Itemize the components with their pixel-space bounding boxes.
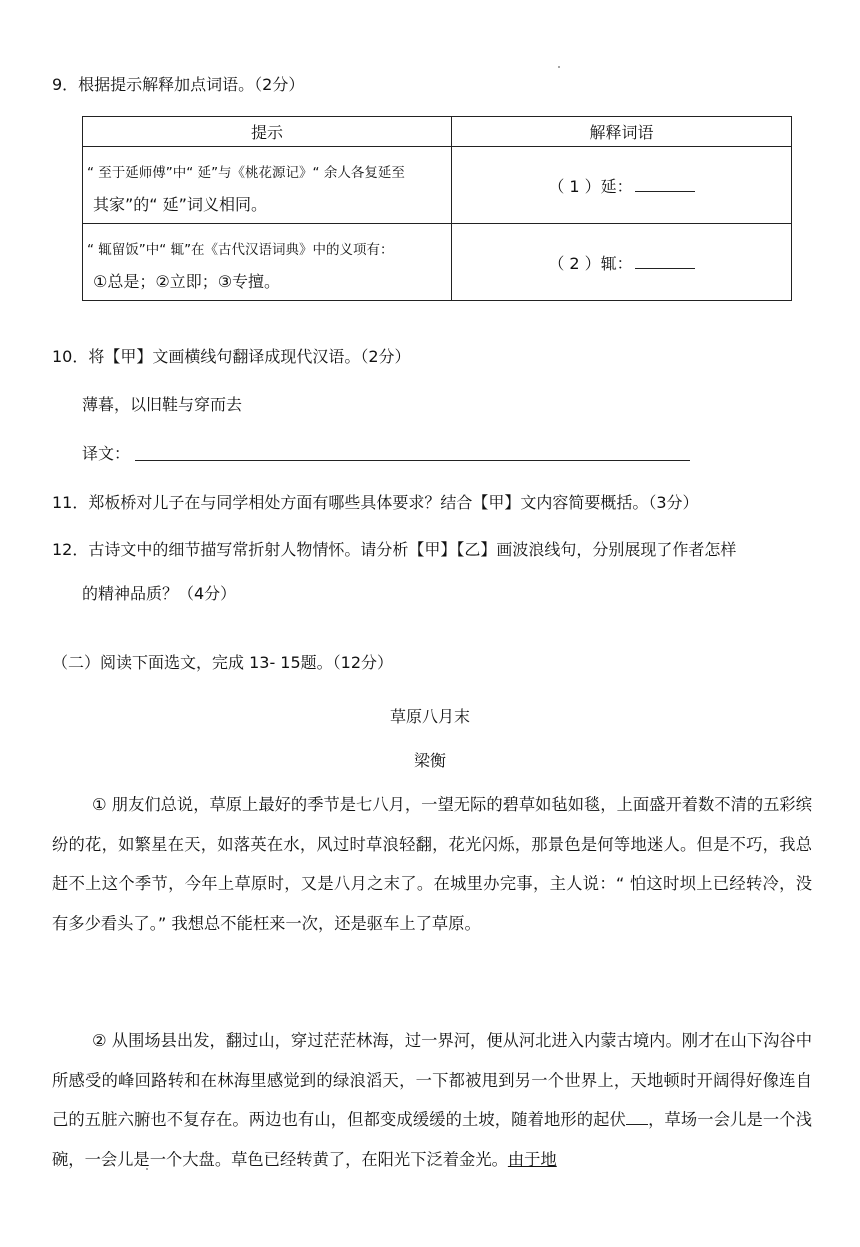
header-hint: 提示 xyxy=(83,117,452,147)
hint-cell xyxy=(83,147,452,224)
article-author: 梁衡 xyxy=(413,751,446,770)
question-10-sentence: 薄暮，以旧鞋与穿而去 xyxy=(82,395,243,414)
hint-table xyxy=(82,116,792,301)
article-paragraph-2 xyxy=(52,1021,812,1179)
section-2-title: （二）阅读下面选文，完成 13- 15题。（12分） xyxy=(52,653,394,672)
hint-line: “ 辄留饭”中“ 辄”在《古代汉语词典》中的义项有： xyxy=(87,242,394,258)
question-9-title: 9．根据提示解释加点词语。（2分） xyxy=(52,75,305,94)
answer-cell xyxy=(452,224,792,301)
scan-dot xyxy=(146,1168,148,1170)
paragraph-text: ， xyxy=(647,1110,665,1129)
hint-cell xyxy=(83,224,452,301)
question-11-title: 11．郑板桥对儿子在与同学相处方面有哪些具体要求？结合【甲】文内容简要概括。（3分） xyxy=(52,493,699,512)
translation-blank[interactable] xyxy=(135,460,690,461)
question-10-title: 10．将【甲】文画横线句翻译成现代汉语。（2分） xyxy=(52,347,411,366)
scan-dot xyxy=(558,66,560,68)
hint-line: “ 至于延师傅”中“ 延”与《桃花源记》“ 余人各复延至 xyxy=(87,165,405,181)
table-row xyxy=(83,147,792,224)
answer-cell xyxy=(452,147,792,224)
article-title: 草原八月末 xyxy=(389,707,470,726)
question-12-line1: 12．古诗文中的细节描写常折射人物情怀。请分析【甲】【乙】画波浪线句，分别展现了作者怎样 xyxy=(52,540,737,559)
underlined-text: 由于地 xyxy=(507,1149,557,1169)
table-row xyxy=(83,224,792,301)
hint-line: 其家”的“ 延”词义相同。 xyxy=(93,195,267,214)
table-header-row xyxy=(83,117,792,147)
paragraph-text: 草场一会儿是一个浅碗，一会儿是一个大盘。草色已经转黄了，在阳光下泛着金光。 xyxy=(52,1110,812,1169)
answer-blank[interactable] xyxy=(635,175,695,192)
article-paragraph-1 xyxy=(52,785,812,943)
paragraph-text: ② 从围场县出发，翻过山，穿过茫茫林海，过一界河，便从河北进入内蒙古境内。刚才在山下沟谷中所感受的峰回路转和在林海里感觉到的绿浪滔天，一下都被甩到另一个世界上，天地顿时开阔得好像连自己的五脏六腑也不复存在。两边也有山，但都变成缓缓的土坡，随着地形的起伏 xyxy=(52,1031,812,1129)
answer-label: （ 1 ）延： xyxy=(548,176,633,196)
answer-blank[interactable] xyxy=(635,252,695,269)
paragraph-text: ① 朋友们总说，草原上最好的季节是七八月，一望无际的碧草如毡如毯，上面盛开着数不清的五彩缤纷的花，如繁星在天，如落英在水，风过时草浪轻翻，花光闪烁，那景色是何等地迷人。但是不巧，我总赶不上这个季节，今年上草原时，又是八月之末了。在城里办完事，主人说：“ 怕这时坝上已经转冷，没有多少看头了。” 我想总不能枉来一次，还是驱车上了草原。 xyxy=(52,795,812,933)
fill-blank[interactable] xyxy=(626,1108,648,1125)
answer-label: （ 2 ）辄： xyxy=(548,253,633,273)
hint-line: ①总是；②立即；③专擅。 xyxy=(93,272,281,291)
translation-label: 译文： xyxy=(82,444,131,463)
question-12-line2: 的精神品质？（4分） xyxy=(82,584,237,603)
header-explain: 解释词语 xyxy=(452,117,792,147)
